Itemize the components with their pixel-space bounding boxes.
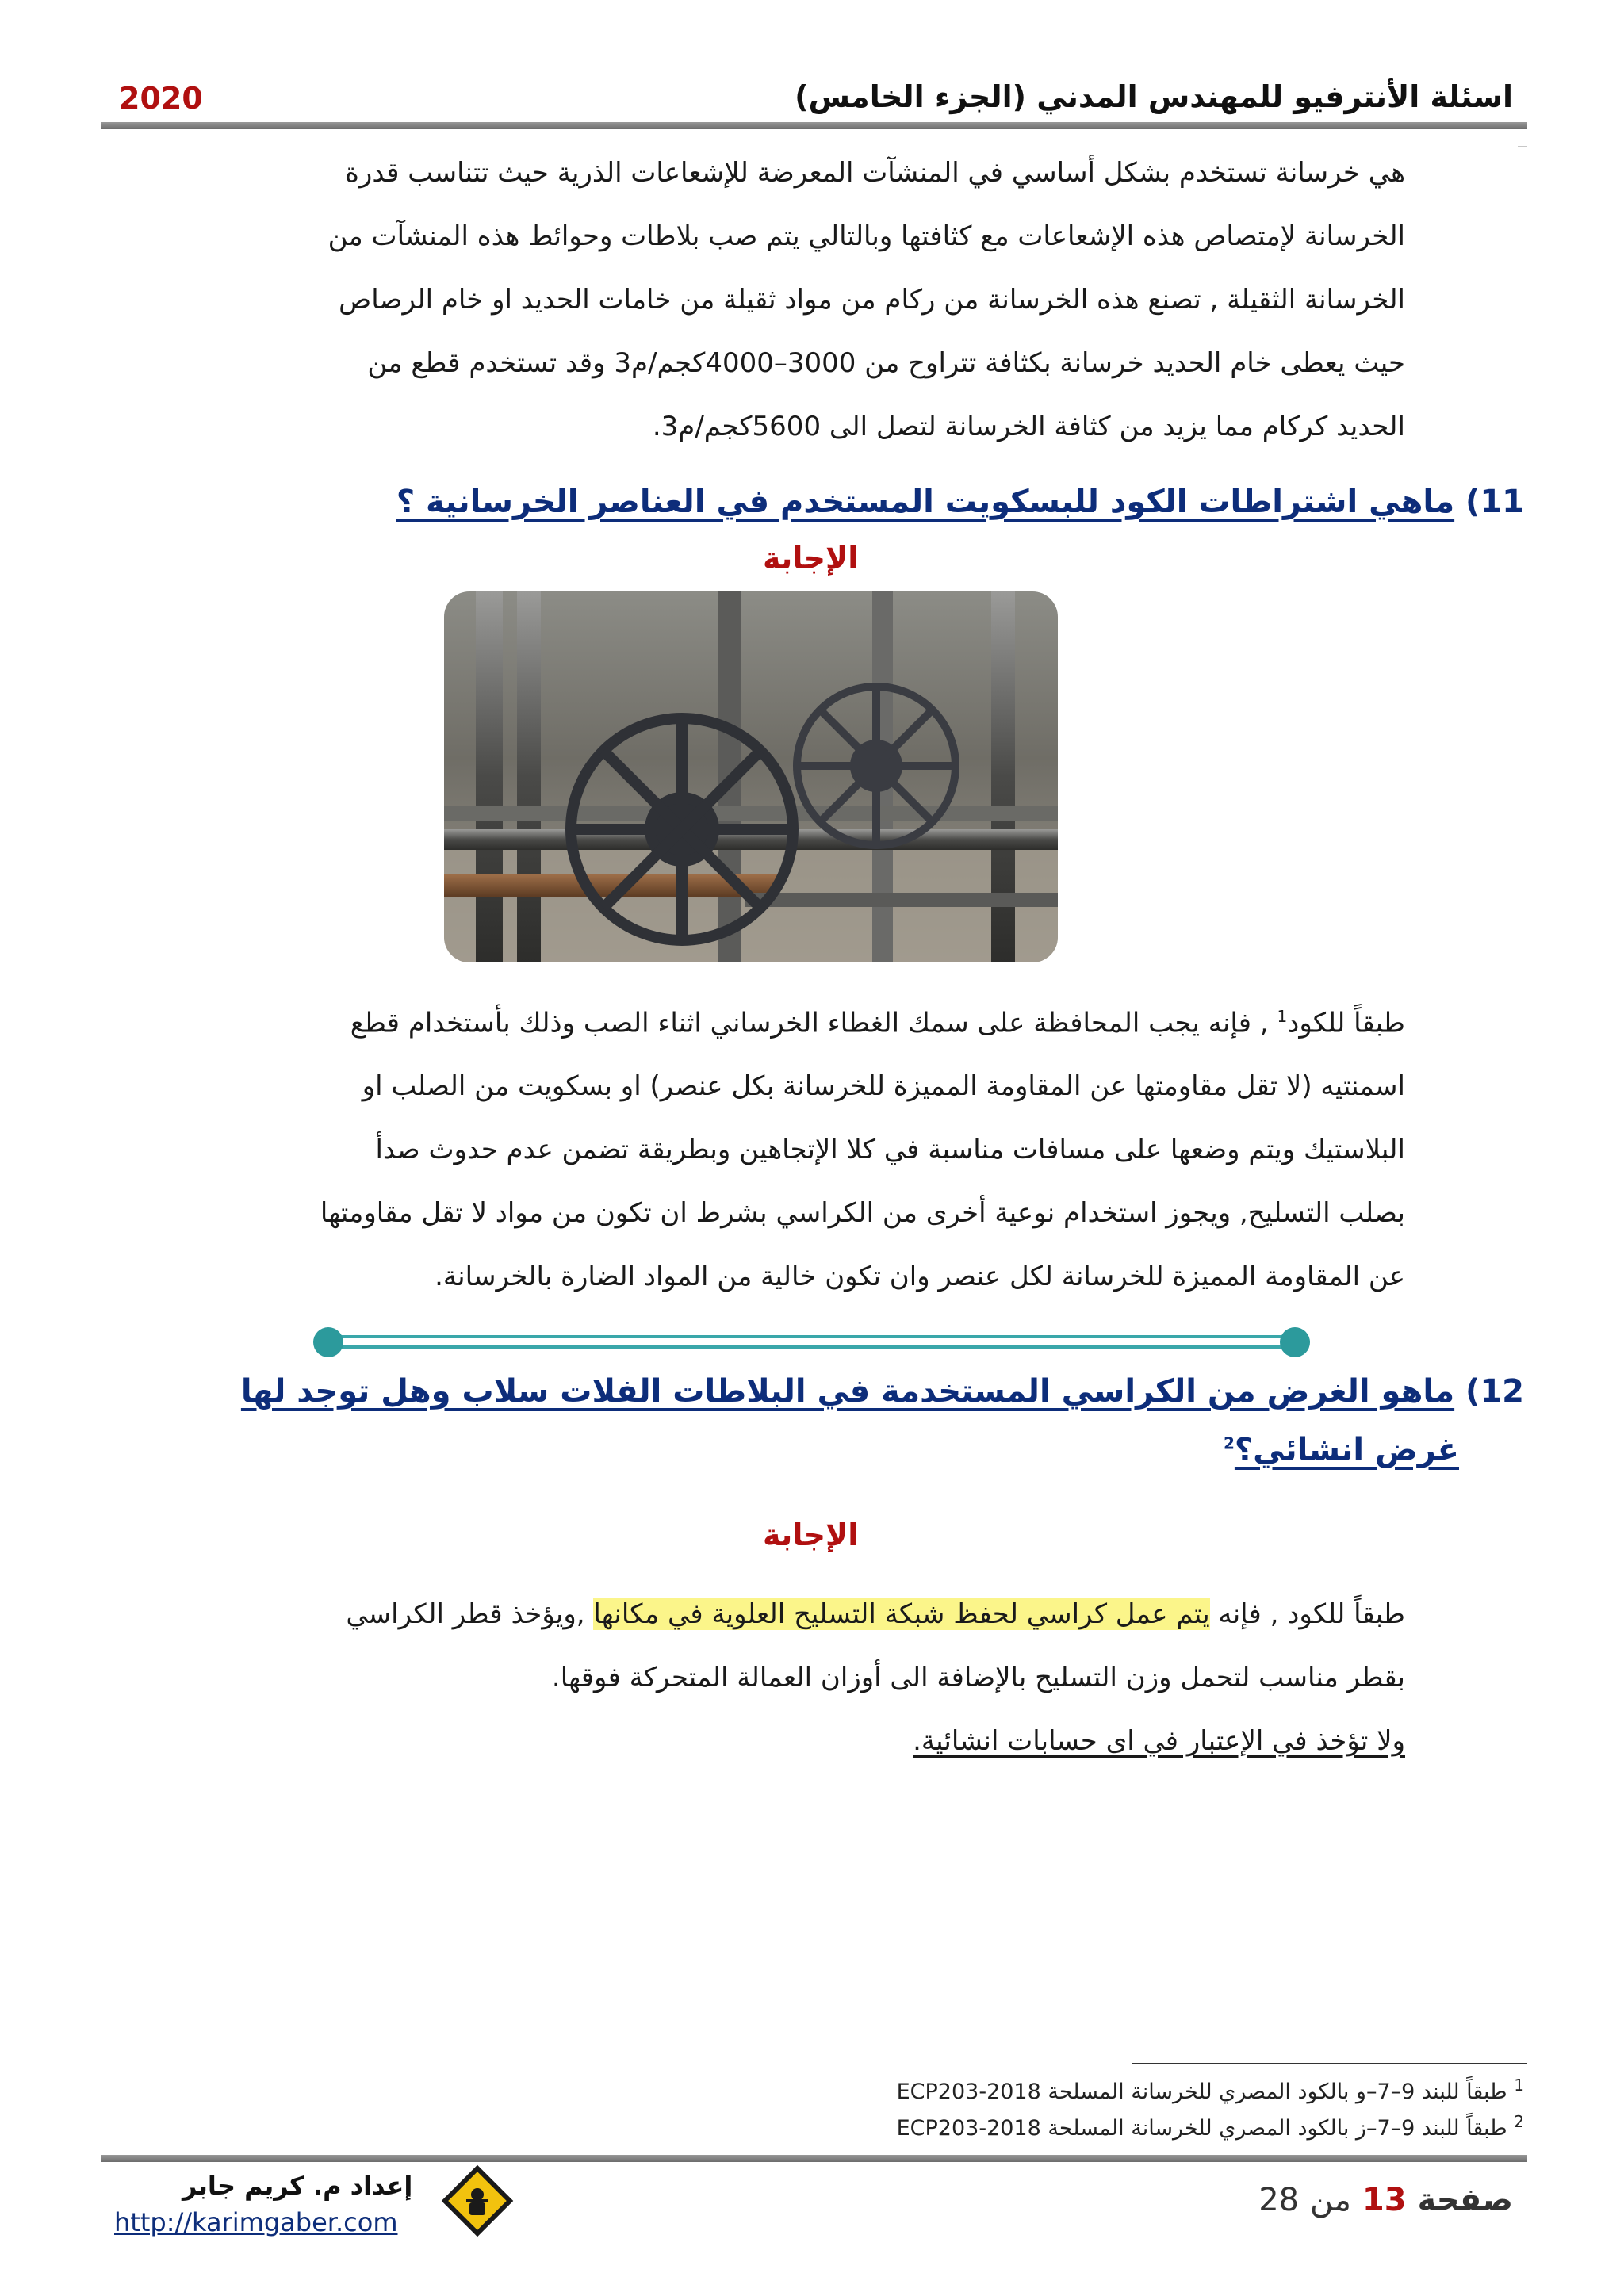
answer-line: البلاستيك ويتم وضعها على مسافات مناسبة في كلا الإتجاهين وبطريقة تضمن عدم حدوث صدأ (375, 1134, 1405, 1166)
question-12-heading (241, 1373, 1524, 1410)
divider-dot (1280, 1327, 1310, 1357)
answer-12-paragraph (98, 1582, 1405, 1773)
answer-text: ,ويؤخذ قطر الكراسي (346, 1598, 594, 1630)
answer-text: طبقاً للكود (1287, 1007, 1405, 1039)
question-text: ماهو الغرض من الكراسي المستخدمة في البلاطات الفلات سلاب وهل توجد لها (240, 1373, 1455, 1410)
answer-line: اسمنتيه (لا تقل مقاومتها عن المقاومة المميزة للخرسانة بكل عنصر) او بسكويت من الصلب او (362, 1070, 1405, 1103)
intro-line: الخرسانة الثقيلة , تصنع هذه الخرسانة من ركام من مواد ثقيلة من خامات الحديد او خام الرصاص (339, 284, 1405, 316)
question-text: ماهي اشتراطات الكود للبسكويت المستخدم في العناصر الخرسانية ؟ (396, 484, 1455, 520)
highlighted-text: يتم عمل كراسي لحفظ شبكة التسليح العلوية في مكانها (593, 1598, 1210, 1630)
answer-label: الإجابة (763, 541, 859, 576)
underlined-text: ولا تؤخذ في الإعتبار في اى حسابات انشائية. (913, 1725, 1405, 1757)
page-of: من (1310, 2182, 1351, 2218)
answer-text: طبقاً للكود , فإنه (1209, 1598, 1405, 1630)
footnote-ref[interactable]: 2 (1223, 1433, 1235, 1453)
divider-dot (313, 1327, 343, 1357)
footnote-number: 1 (1514, 2076, 1524, 2095)
footnote-separator (1132, 2063, 1527, 2064)
footnote-ref[interactable]: 1 (1277, 1007, 1288, 1026)
question-number: 11) (1465, 484, 1524, 520)
answer-line: عن المقاومة المميزة للخرسانة لكل عنصر وان تكون خالية من المواد الضارة بالخرسانة. (435, 1261, 1405, 1293)
warning-diamond-logo-icon (439, 2163, 515, 2239)
answer-line: بقطر مناسب لتحمل وزن التسليح بالإضافة الى أوزان العمالة المتحركة فوقها. (551, 1662, 1405, 1693)
answer-line (98, 1709, 1405, 1773)
intro-line: هي خرسانة تستخدم بشكل أساسي في المنشآت المعرضة للإشعاعات الذرية حيث تتناسب قدرة (345, 157, 1405, 189)
footnote-text: طبقاً للبند 9–7–ز بالكود المصري للخرسانة المسلحة ECP203-2018 (896, 2116, 1507, 2141)
header-tick-mark (1518, 146, 1527, 147)
page-word: صفحة (1417, 2182, 1513, 2218)
footnote-text: طبقاً للبند 9–7–و بالكود المصري للخرسانة المسلحة ECP203-2018 (896, 2080, 1507, 2104)
section-divider-line (327, 1335, 1296, 1338)
header-year: 2020 (119, 81, 203, 116)
intro-line: الحديد كركام مما يزيد من كثافة الخرسانة لتصل الى 5600كجم/م3. (652, 411, 1405, 442)
footnote-2 (897, 2112, 1524, 2141)
answer-line (98, 985, 1405, 1054)
header-title: اسئلة الأنترفيو للمهندس المدني (الجزء الخامس) (795, 79, 1513, 114)
rebar-spacer-wheels-photo (444, 591, 1058, 962)
footnote-1 (897, 2076, 1524, 2104)
section-divider-line (327, 1345, 1296, 1349)
page-total: 28 (1258, 2182, 1300, 2218)
answer-text: , فإنه يجب المحافظة على سمك الغطاء الخرساني اثناء الصب وذلك بأستخدام قطع (350, 1007, 1277, 1039)
page-counter (1258, 2182, 1513, 2218)
answer-11-paragraph (98, 985, 1405, 1308)
footnote-number: 2 (1514, 2112, 1524, 2131)
intro-line: الخرسانة لإمتصاص هذه الإشعاعات مع كثافتها وبالتالي يتم صب بلاطات وحوائط هذه المنشآت من (327, 220, 1405, 252)
page-current: 13 (1362, 2182, 1407, 2218)
question-number: 12) (1465, 1373, 1524, 1410)
answer-line: بصلب التسليح, ويجوز استخدام نوعية أخرى من الكراسي بشرط ان تكون من مواد لا تقل مقاومتها (320, 1197, 1405, 1230)
answer-label: الإجابة (763, 1517, 859, 1552)
author-credit: إعداد م. كريم جابر (182, 2171, 413, 2201)
footer-divider (102, 2155, 1527, 2162)
question-text: غرض انشائي؟ (1234, 1432, 1459, 1468)
intro-line: حيث يعطى خام الحديد خرسانة بكثافة تتراوح من 3000–4000كجم/م3 وقد تستخدم قطع من (367, 347, 1405, 379)
question-11-heading (396, 484, 1524, 520)
question-12-heading-line2 (1224, 1432, 1459, 1468)
website-link[interactable]: http://karimgaber.com (114, 2207, 398, 2237)
intro-paragraph (98, 141, 1405, 458)
header-divider (102, 122, 1527, 129)
answer-line (98, 1582, 1405, 1646)
